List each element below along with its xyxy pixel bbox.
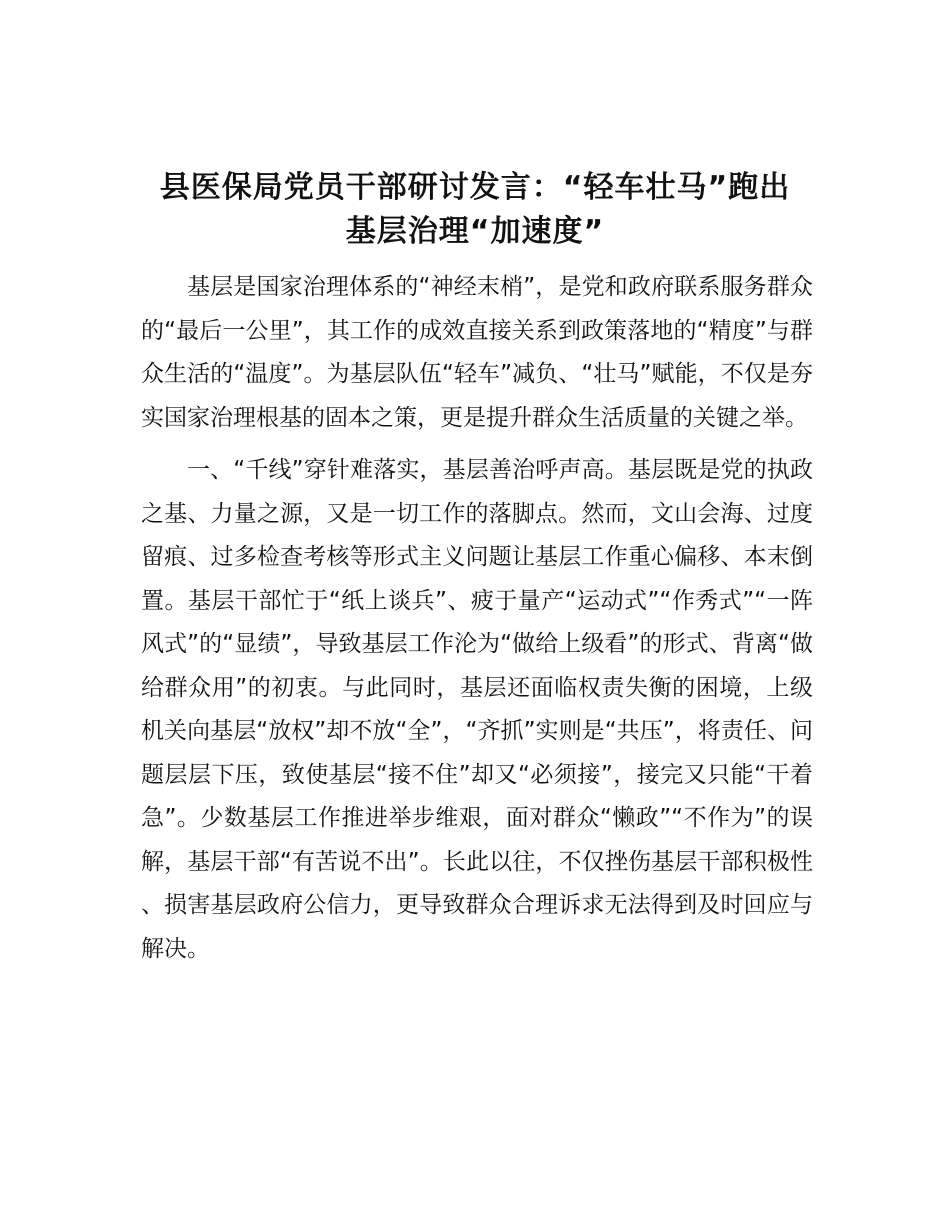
title-line-2: 基层治理“加速度” [345,214,605,249]
paragraph-section-one: 一、“千线”穿针难落实，基层善治呼声高。基层既是党的执政之基、力量之源，又是一切工作的落脚点。然而，文山会海、过度留痕、过多检查考核等形式主义问题让基层工作重心偏移、本末倒置。基层干部忙于“纸上谈兵”、疲于量产“运动式”“作秀式”“一阵风式”的“显绩”，导致基层工作沦为“做给上级看”的形式、背离“做给群众用”的初衷。与此同时，基层还面临权责失衡的困境，上级机关向基层“放权”却不放“全”，“齐抓”实则是“共压”，将责任、问题层层下压，致使基层“接不住”却又“必须接”，接完又只能“干着急”。少数基层工作推进举步维艰，面对群众“懒政”“不作为”的误解，基层干部“有苦说不出”。长此以往，不仅挫伤基层干部积极性、损害基层政府公信力，更导致群众合理诉求无法得到及时回应与解决。 [141,457,813,962]
document-title [100,166,850,254]
paragraph-intro: 基层是国家治理体系的“神经末梢”，是党和政府联系服务群众的“最后一公里”，其工作的成效直接关系到政策落地的“精度”与群众生活的“温度”。为基层队伍“轻车”减负、“壮马”赋能，不仅是夯实国家治理根基的固本之策，更是提升群众生活质量的关键之举。 [141,274,813,431]
title-line-1: 县医保局党员干部研讨发言：“轻车壮马”跑出 [159,170,791,205]
document-body [141,266,813,980]
